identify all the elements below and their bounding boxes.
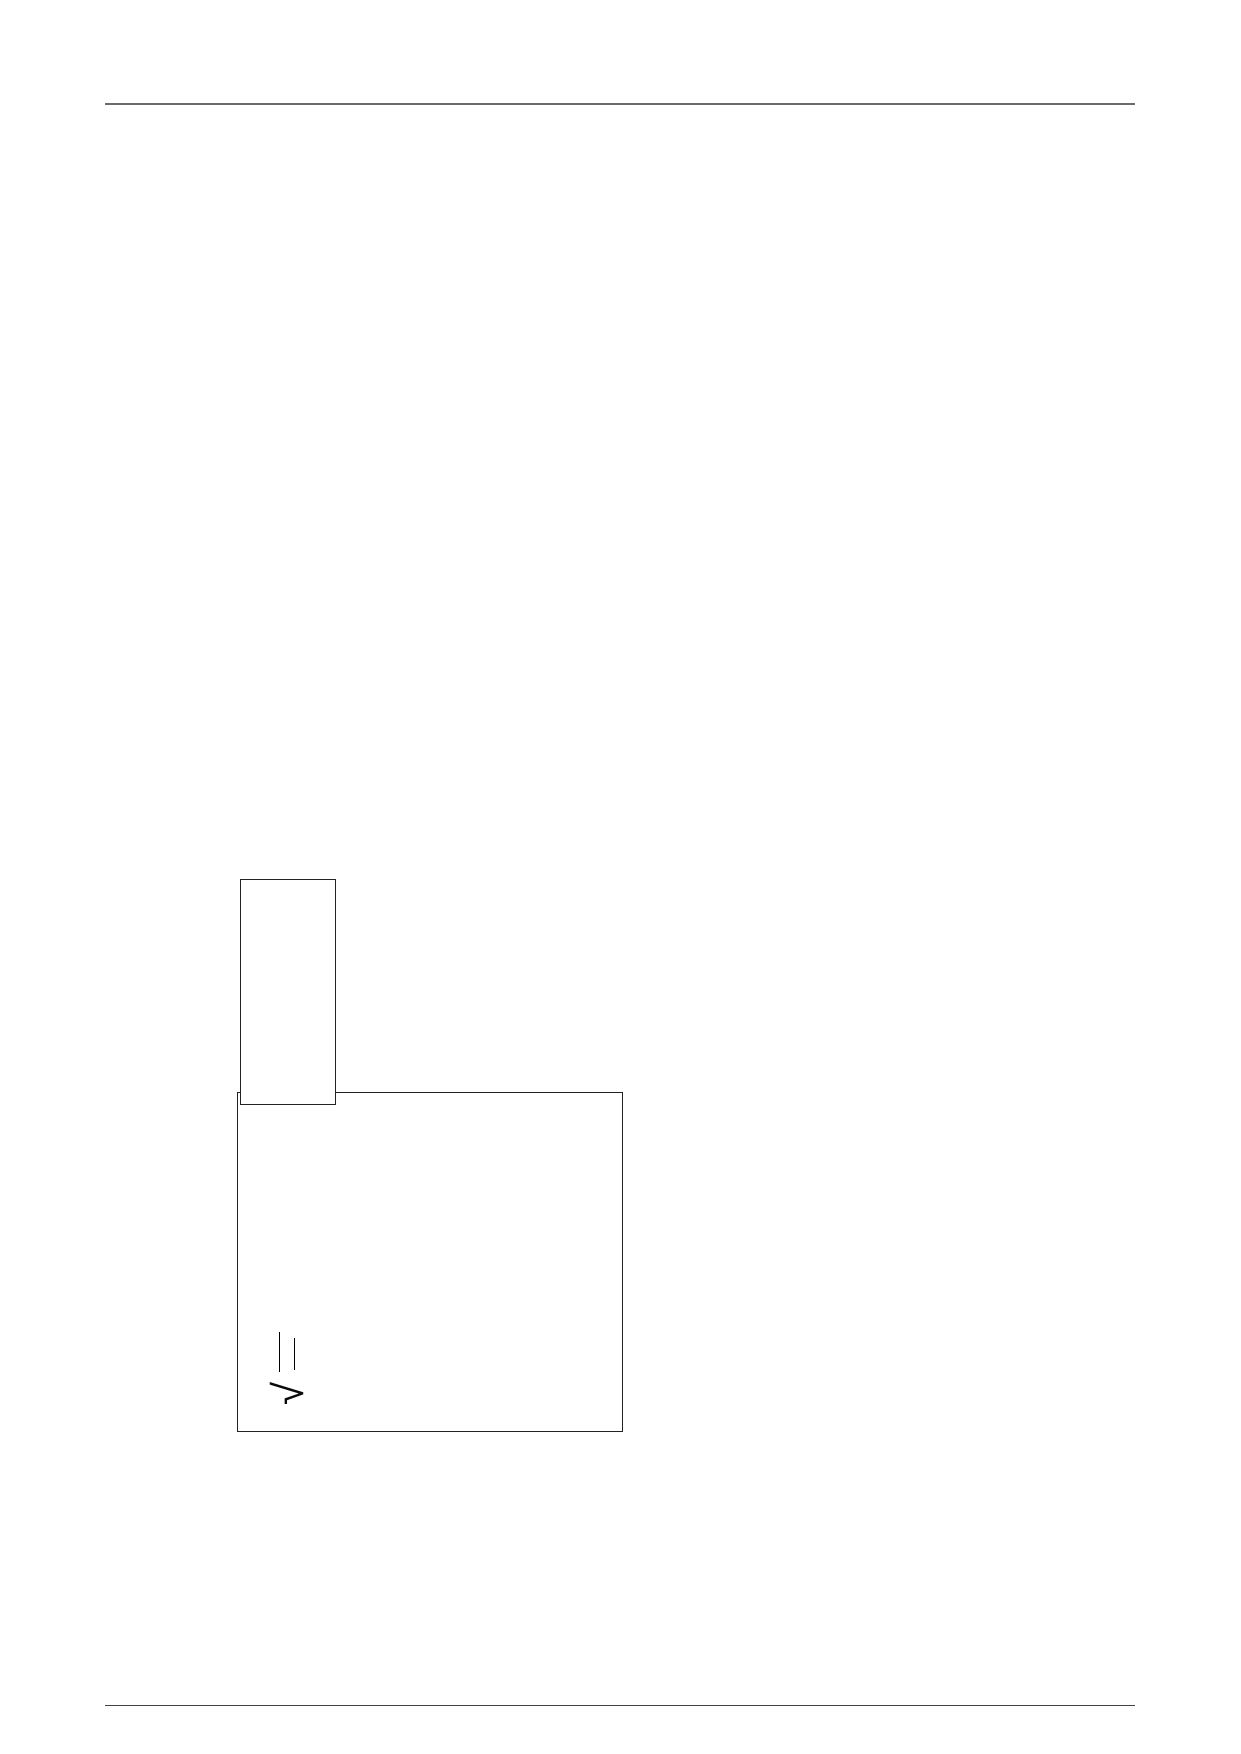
flow-chart-info-box [237, 1092, 623, 1432]
footnotes-box [240, 879, 336, 1105]
square-root-icon: √ [265, 1381, 312, 1405]
factor-formula [265, 1105, 312, 1419]
header-rule [105, 103, 1135, 105]
footer-rule [105, 1705, 1135, 1706]
flow-chart-natural-frame [170, 110, 1155, 1450]
flow-chart-rotated [170, 110, 1155, 1450]
formula-radicand [279, 1332, 300, 1372]
formula-numerator [293, 1338, 295, 1370]
